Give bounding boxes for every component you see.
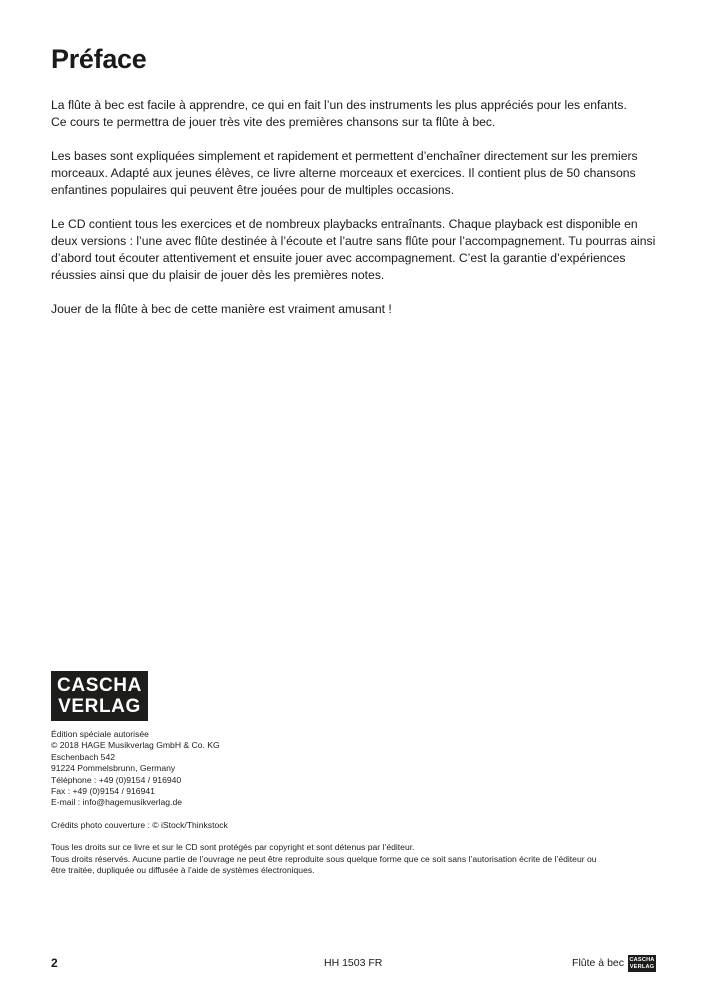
text-line: Jouer de la flûte à bec de cette manière est vraiment amusant ! — [51, 302, 392, 316]
paragraph-4 — [51, 301, 661, 318]
text-line: La flûte à bec est facile à apprendre, ce qui en fait l’un des instruments les plus appréciés pour les enfants. — [51, 98, 627, 112]
page-footer — [51, 956, 656, 972]
page-title: Préface — [51, 44, 147, 74]
text-line: morceaux. Adapté aux jeunes élèves, ce livre alterne morceaux et exercices. Il contient plus de 50 chansons — [51, 166, 636, 180]
footer-logo — [628, 955, 656, 972]
book-title: Flûte à bec — [572, 957, 624, 969]
imprint-line: Édition spéciale autorisée — [51, 729, 149, 739]
text-line: Ce cours te permettra de jouer très vite des premières chansons sur ta flûte à bec. — [51, 115, 496, 129]
text-line: Le CD contient tous les exercices et de nombreux playbacks entraînants. Chaque playback est disponible en — [51, 217, 638, 231]
paragraph-2 — [51, 148, 661, 199]
text-line: Les bases sont expliquées simplement et rapidement et permettent d’enchaîner directement sur les premiers — [51, 149, 638, 163]
rights-line: Tous les droits sur ce livre et sur le CD sont protégés par copyright et sont détenus par l’éditeur. — [51, 842, 415, 853]
imprint-email: E-mail : info@hagemusikverlag.de — [51, 797, 183, 808]
catalog-code: HH 1503 FR — [324, 957, 383, 969]
logo-line-2: VERLAG — [58, 696, 141, 717]
rights-line: être traitée, dupliquée ou diffusée à l’aide de systèmes électroniques. — [51, 865, 315, 876]
footer-logo-line-2: VERLAG — [629, 963, 655, 970]
text-line: enfantines populaires qui peuvent être jouées pour de multiples occasions. — [51, 183, 455, 197]
text-line: réussies ainsi que du plaisir de jouer dès les premières notes. — [51, 268, 385, 282]
cascha-verlag-logo — [51, 671, 148, 721]
imprint-line: 91224 Pommelsbrunn, Germany — [51, 763, 176, 774]
footer-logo-line-1: CASCHA — [629, 957, 655, 964]
rights-line: Tous droits réservés. Aucune partie de l’ouvrage ne peut être reproduite sous quelque forme que ce soit sans l’autorisation écrite de l’éditeur ou — [51, 853, 597, 864]
imprint-line: Téléphone : +49 (0)9154 / 916940 — [51, 774, 182, 785]
spacer — [51, 809, 651, 820]
text-line: deux versions : l’une avec flûte destinée à l’écoute et l’autre sans flûte pour l’accompagnement. Tu pourras ainsi — [51, 234, 656, 248]
paragraph-3 — [51, 216, 661, 284]
paragraph-1 — [51, 97, 661, 131]
imprint-line: Eschenbach 542 — [51, 751, 116, 762]
imprint — [51, 729, 651, 876]
photo-credits: Crédits photo couverture : © iStock/Thinkstock — [51, 819, 228, 830]
text-line: d’abord tout écouter attentivement et ensuite jouer avec accompagnement. C’est la garantie d’expériences — [51, 251, 626, 265]
logo-line-1: CASCHA — [57, 675, 142, 696]
preface-body — [51, 97, 661, 335]
spacer — [51, 831, 651, 842]
page-number: 2 — [51, 956, 58, 970]
imprint-line: Fax : +49 (0)9154 / 916941 — [51, 786, 155, 797]
imprint-line: © 2018 HAGE Musikverlag GmbH & Co. KG — [51, 740, 220, 751]
